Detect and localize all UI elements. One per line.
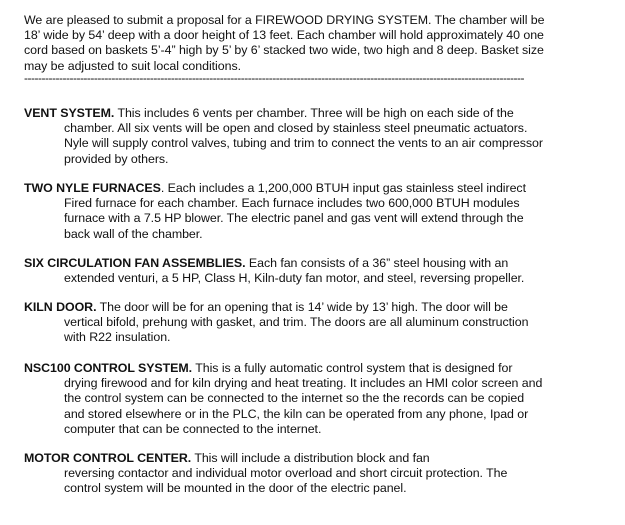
section-text: the control system can be connected to the internet so the the records can be copied <box>64 391 525 406</box>
section-text: provided by others. <box>64 151 169 166</box>
section-text: The door will be for an opening that is 14’ wide by 13’ high. The door will be <box>96 300 508 314</box>
section-motor-control-center <box>24 451 614 497</box>
section-text: This is a fully automatic control system that is designed for <box>192 361 513 375</box>
intro-line: We are pleased to submit a proposal for a FIREWOOD DRYING SYSTEM. The chamber will be <box>24 13 545 27</box>
section-title: SIX CIRCULATION FAN ASSEMBLIES. <box>24 256 246 270</box>
section-title: TWO NYLE FURNACES <box>24 181 161 195</box>
section-text: furnace with a 7.5 HP blower. The electric panel and gas vent will extend through the <box>64 211 524 226</box>
intro-line: cord based on baskets 5’-4” high by 5’ by 6’ stacked two wide, two high and 8 deep. Basket size <box>24 43 544 58</box>
section-text: Each fan consists of a 36” steel housing with an <box>245 256 509 270</box>
section-title: KILN DOOR. <box>24 300 97 314</box>
section-text: back wall of the chamber. <box>64 226 203 241</box>
section-furnaces <box>24 181 614 242</box>
section-title: MOTOR CONTROL CENTER. <box>24 451 192 465</box>
section-text: Nyle will supply control valves, tubing and trim to connect the vents to an air compressor <box>64 136 543 151</box>
intro-line: 18’ wide by 54’ deep with a door height of 13 feet. Each chamber will hold approximately 40 one <box>24 28 544 43</box>
section-text: This includes 6 vents per chamber. Three will be high on each side of the <box>114 106 514 120</box>
section-text: This will include a distribution block and fan <box>191 451 430 465</box>
section-fan-assemblies <box>24 256 614 286</box>
section-text: Fired furnace for each chamber. Each furnace includes two 600,000 BTUH modules <box>64 196 520 211</box>
section-title: VENT SYSTEM. <box>24 106 115 120</box>
section-title: NSC100 CONTROL SYSTEM. <box>24 361 193 375</box>
intro-line: may be adjusted to suit local conditions. <box>24 58 241 73</box>
section-text: with R22 insulation. <box>64 330 171 345</box>
intro-paragraph <box>24 13 614 74</box>
section-text: reversing contactor and individual motor overload and short circuit protection. The <box>64 466 508 481</box>
section-kiln-door <box>24 300 614 346</box>
section-control-system <box>24 361 614 437</box>
section-vent-system <box>24 106 614 167</box>
section-text: computer that can be connected to the internet. <box>64 421 322 436</box>
section-text: vertical bifold, prehung with gasket, and trim. The doors are all aluminum construction <box>64 315 529 330</box>
dashed-divider: ----------------------------------------------------------------------------------------------------------------------------------------------- <box>24 72 524 84</box>
section-text: drying firewood and for kiln drying and heat treating. It includes an HMI color screen and <box>64 376 543 391</box>
section-text: extended venturi, a 5 HP, Class H, Kiln-duty fan motor, and steel, reversing propeller. <box>64 271 525 286</box>
section-text: and stored elsewhere or in the PLC, the kiln can be operated from any phone, Ipad or <box>64 406 529 421</box>
section-text: . Each includes a 1,200,000 BTUH input gas stainless steel indirect <box>160 181 526 195</box>
section-text: chamber. All six vents will be open and closed by stainless steel pneumatic actuators. <box>64 121 528 136</box>
section-text: control system will be mounted in the door of the electric panel. <box>64 481 407 496</box>
